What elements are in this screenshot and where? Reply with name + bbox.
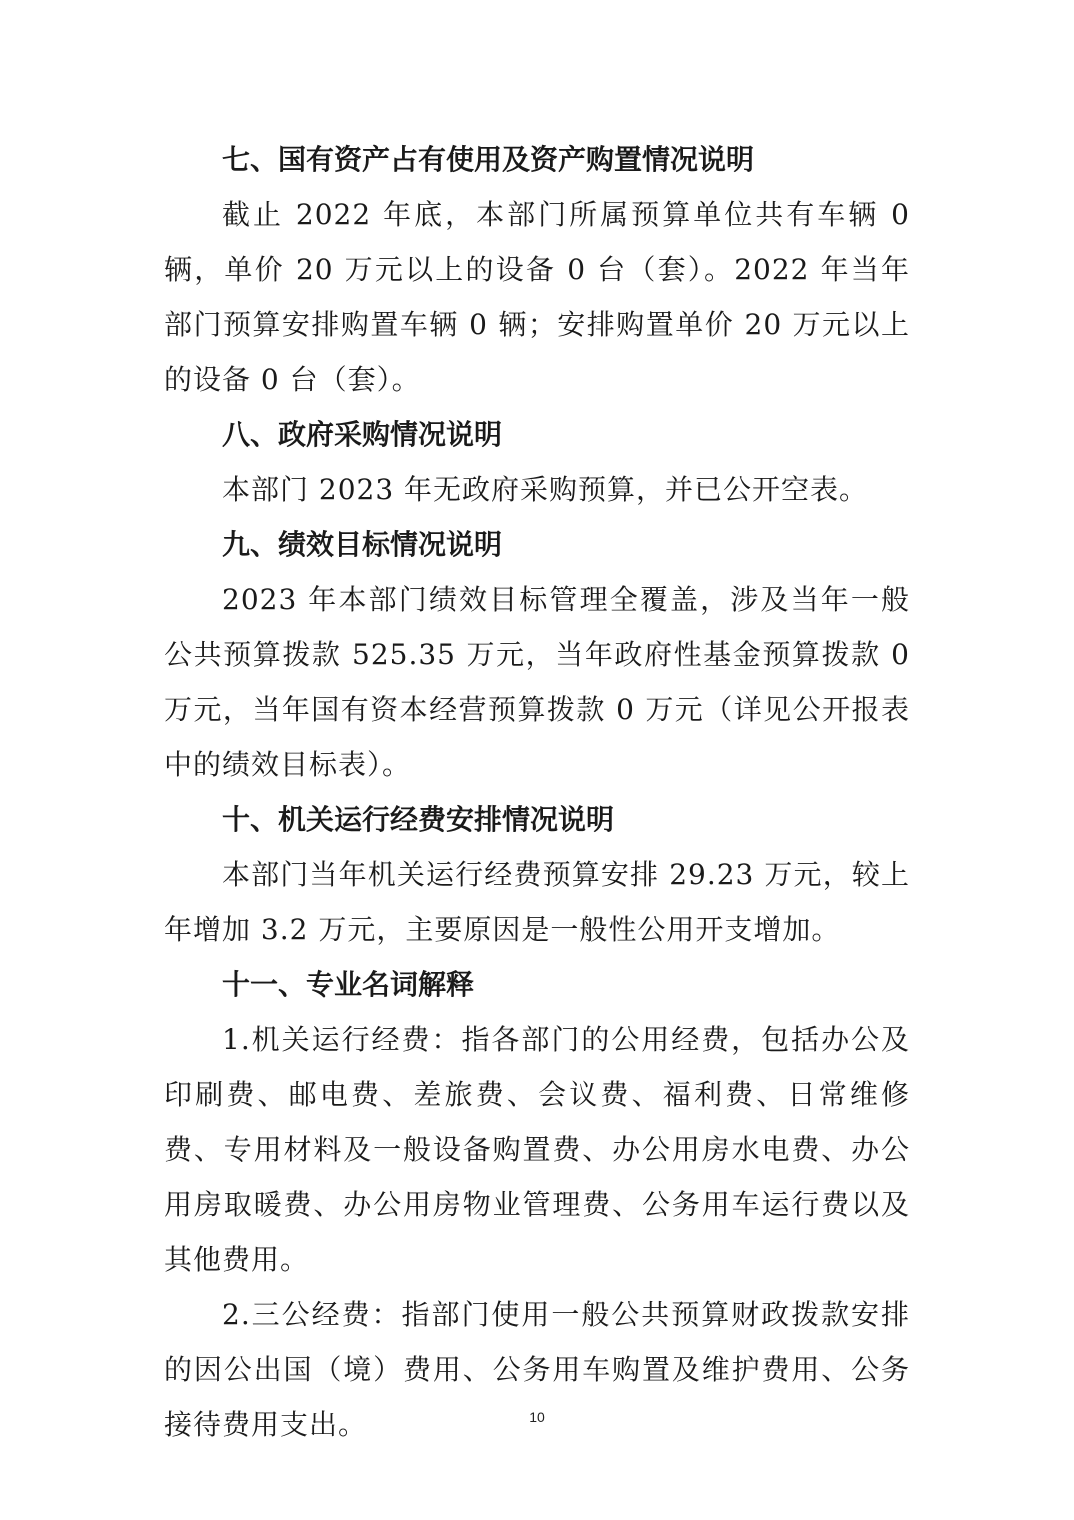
document-body <box>164 132 910 1452</box>
section-heading-8: 八、政府采购情况说明 <box>222 418 503 451</box>
section-heading-7: 七、国有资产占有使用及资产购置情况说明 <box>222 143 755 176</box>
section-11-paragraph-2: 2.三公经费：指部门使用一般公共预算财政拨款安排的因公出国（境）费用、公务用车购置及维护费用、公务接待费用支出。 <box>164 1298 910 1441</box>
section-11-paragraph-1: 1.机关运行经费：指各部门的公用经费，包括办公及印刷费、邮电费、差旅费、会议费、福利费、日常维修费、专用材料及一般设备购置费、办公用房水电费、办公用房取暖费、办公用房物业管理费、公务用车运行费以及其他费用。 <box>164 1023 910 1276</box>
page-number: 10 <box>529 1409 545 1425</box>
section-heading-9: 九、绩效目标情况说明 <box>222 528 503 561</box>
section-8-paragraph-1: 本部门 2023 年无政府采购预算，并已公开空表。 <box>222 473 869 506</box>
section-10-paragraph-1: 本部门当年机关运行经费预算安排 29.23 万元，较上年增加 3.2 万元，主要原因是一般性公用开支增加。 <box>164 858 910 946</box>
section-heading-11: 十一、专业名词解释 <box>222 968 475 1001</box>
section-heading-10: 十、机关运行经费安排情况说明 <box>222 803 615 836</box>
section-9-paragraph-1: 2023 年本部门绩效目标管理全覆盖，涉及当年一般公共预算拨款 525.35 万元，当年政府性基金预算拨款 0 万元，当年国有资本经营预算拨款 0 万元（详见公开报表中的绩效目标表）。 <box>164 583 910 781</box>
section-7-paragraph-1: 截止 2022 年底，本部门所属预算单位共有车辆 0 辆，单价 20 万元以上的设备 0 台（套）。2022 年当年部门预算安排购置车辆 0 辆；安排购置单价 20 万元以上的设备 0 台（套）。 <box>164 198 910 396</box>
